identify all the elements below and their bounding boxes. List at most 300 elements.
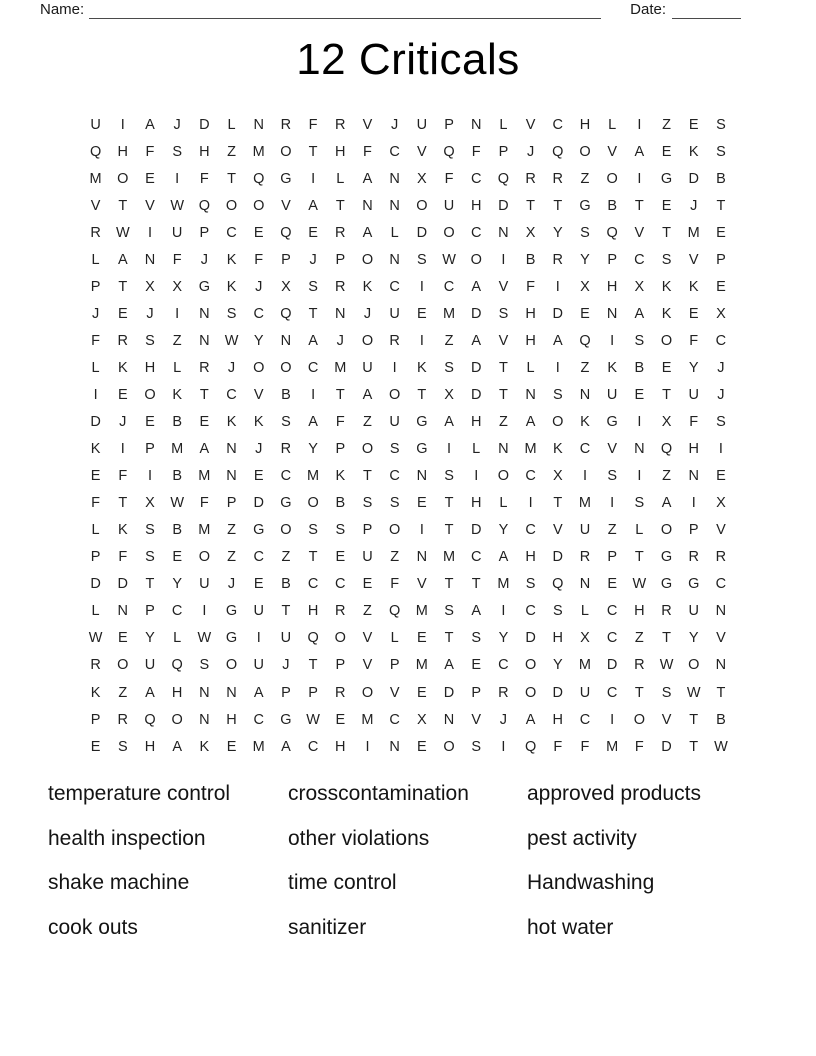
grid-letter: X [145, 495, 155, 512]
grid-letter: L [91, 251, 100, 268]
grid-letter: F [308, 116, 318, 133]
grid-letter: N [144, 251, 156, 268]
grid-letter: S [281, 414, 291, 431]
grid-letter: R [90, 657, 101, 674]
grid-letter: R [335, 278, 346, 295]
grid-letter: Y [253, 332, 264, 349]
grid-letter: F [363, 143, 372, 160]
grid-letter: D [253, 495, 264, 512]
grid-letter: M [89, 170, 102, 187]
grid-letter: I [311, 386, 316, 403]
grid-letter: M [415, 657, 428, 674]
grid-letter: I [501, 738, 506, 755]
grid-letter: S [308, 522, 318, 539]
grid-letter: O [524, 684, 537, 701]
grid-letter: Z [172, 332, 182, 349]
grid-letter: G [416, 441, 428, 458]
grid-letter: T [145, 576, 155, 593]
grid-letter: Q [280, 224, 292, 241]
grid-letter: E [417, 630, 427, 647]
word-list-item: Handwashing [527, 871, 655, 895]
grid-letter: T [308, 549, 318, 566]
grid-letter: F [145, 143, 155, 160]
grid-letter: O [443, 224, 455, 241]
grid-letter: K [417, 359, 427, 376]
grid-letter: T [498, 359, 508, 376]
grid-letter: V [145, 197, 155, 214]
grid-letter: K [661, 278, 672, 295]
grid-letter: T [417, 386, 427, 403]
grid-letter: N [199, 305, 210, 322]
grid-letter: K [90, 684, 101, 701]
grid-letter: S [552, 603, 563, 620]
grid-letter: B [607, 197, 617, 214]
grid-letter: A [281, 738, 291, 755]
grid-letter: O [361, 332, 374, 349]
word-list-item: crosscontamination [288, 782, 469, 806]
grid-letter: U [579, 684, 591, 701]
grid-letter: W [224, 332, 239, 349]
grid-letter: D [470, 359, 482, 376]
grid-letter: A [444, 414, 454, 431]
grid-letter: A [362, 170, 373, 187]
grid-letter: H [579, 116, 591, 133]
grid-letter: V [525, 116, 536, 133]
grid-letter: P [90, 278, 101, 295]
grid-letter: T [308, 305, 318, 322]
grid-letter: A [471, 603, 482, 620]
grid-letter: M [497, 576, 510, 593]
grid-letter: Z [390, 549, 400, 566]
grid-letter: U [362, 359, 373, 376]
grid-letter: V [253, 386, 264, 403]
grid-letter: F [172, 251, 182, 268]
grid-letter: B [172, 522, 182, 539]
grid-letter: F [634, 738, 644, 755]
grid-letter: U [443, 197, 455, 214]
grid-letter: H [552, 630, 564, 647]
grid-letter: P [335, 251, 346, 268]
grid-letter: T [199, 386, 209, 403]
name-label: Name: [40, 1, 85, 18]
grid-letter: P [362, 522, 373, 539]
grid-letter: R [335, 603, 346, 620]
grid-letter: O [253, 197, 265, 214]
grid-letter: O [280, 143, 292, 160]
grid-letter: N [253, 116, 264, 133]
grid-letter: F [526, 278, 536, 295]
grid-letter: C [470, 549, 482, 566]
grid-letter: U [389, 305, 400, 322]
grid-letter: P [308, 684, 318, 701]
word-list-item: other violations [288, 826, 430, 850]
grid-letter: O [361, 251, 374, 268]
grid-letter: E [688, 305, 699, 322]
grid-letter: D [416, 224, 428, 241]
grid-letter: Z [662, 468, 671, 485]
grid-letter: O [579, 143, 591, 160]
grid-letter: R [90, 224, 101, 241]
grid-letter: P [281, 251, 291, 268]
grid-letter: C [307, 359, 319, 376]
grid-letter: J [717, 359, 725, 376]
grid-letter: F [444, 170, 454, 187]
grid-letter: E [661, 197, 672, 214]
page-title: 12 Criticals [296, 35, 520, 84]
grid-letter: O [280, 359, 292, 376]
grid-letter: V [389, 684, 400, 701]
grid-letter: U [253, 603, 264, 620]
grid-letter: V [716, 630, 726, 647]
grid-letter: T [281, 603, 291, 620]
grid-letter: N [335, 305, 346, 322]
grid-letter: P [199, 224, 210, 241]
grid-letter: C [470, 170, 482, 187]
grid-letter: W [170, 495, 184, 512]
grid-letter: H [144, 738, 156, 755]
grid-letter: L [472, 441, 481, 458]
grid-letter: H [470, 414, 482, 431]
grid-letter: T [662, 224, 671, 241]
grid-letter: S [417, 251, 427, 268]
grid-letter: E [417, 495, 427, 512]
grid-letter: H [552, 711, 564, 728]
grid-letter: U [606, 386, 618, 403]
grid-letter: M [442, 549, 456, 566]
grid-letter: R [280, 441, 292, 458]
grid-letter: J [146, 305, 154, 322]
grid-letter: X [634, 278, 645, 295]
grid-letter: D [552, 684, 564, 701]
grid-letter: G [280, 170, 292, 187]
grid-letter: R [335, 224, 346, 241]
grid-letter: X [525, 224, 536, 241]
grid-letter: I [256, 630, 261, 647]
grid-letter: A [308, 332, 318, 349]
grid-letter: E [688, 116, 699, 133]
grid-letter: I [528, 495, 533, 512]
grid-letter: C [606, 603, 618, 620]
grid-letter: T [716, 684, 726, 701]
grid-letter: S [145, 549, 155, 566]
grid-letter: X [417, 170, 427, 187]
grid-letter: C [606, 630, 618, 647]
date-blank-line [672, 3, 741, 19]
grid-letter: D [90, 576, 101, 593]
grid-letter: O [688, 657, 700, 674]
grid-letter: O [307, 495, 319, 512]
grid-letter: N [470, 116, 482, 133]
grid-letter: D [199, 116, 210, 133]
header [40, 1, 741, 19]
grid-letter: G [225, 630, 238, 647]
grid-letter: S [471, 738, 482, 755]
grid-letter: K [199, 738, 210, 755]
grid-letter: K [607, 359, 617, 376]
grid-letter: U [253, 657, 264, 674]
grid-letter: I [392, 359, 397, 376]
grid-letter: E [417, 684, 427, 701]
grid-letter: R [552, 251, 564, 268]
grid-letter: N [226, 468, 237, 485]
grid-letter: V [498, 332, 509, 349]
grid-letter: D [90, 414, 101, 431]
grid-letter: E [145, 170, 155, 187]
grid-letter: E [580, 305, 590, 322]
grid-letter: K [117, 359, 128, 376]
grid-letter: F [254, 251, 264, 268]
grid-letter: Y [552, 657, 563, 674]
grid-letter: P [90, 549, 101, 566]
grid-letter: F [199, 495, 209, 512]
grid-letter: H [335, 143, 346, 160]
grid-letter: W [686, 684, 701, 701]
grid-letter: O [524, 657, 537, 674]
grid-letter: D [661, 738, 672, 755]
grid-letter: U [688, 386, 699, 403]
grid-letter: A [471, 332, 482, 349]
grid-letter: V [716, 522, 726, 539]
grid-letter: R [280, 116, 292, 133]
grid-letter: P [90, 711, 101, 728]
grid-letter: Z [118, 684, 128, 701]
grid-letter: Z [281, 549, 291, 566]
grid-letter: P [145, 603, 155, 620]
grid-letter: B [172, 414, 182, 431]
grid-letter: A [145, 684, 155, 701]
grid-letter: A [634, 305, 645, 322]
grid-letter: G [253, 522, 265, 539]
grid-letter: I [93, 386, 98, 403]
grid-letter: I [175, 170, 180, 187]
grid-letter: C [280, 468, 292, 485]
grid-letter: A [525, 414, 536, 431]
grid-letter: U [389, 414, 400, 431]
grid-letter: I [637, 468, 642, 485]
grid-letter: N [606, 305, 618, 322]
grid-letter: T [444, 630, 454, 647]
grid-letter: T [634, 549, 644, 566]
grid-letter: L [91, 522, 100, 539]
grid-letter: H [688, 441, 699, 458]
grid-letter: U [199, 576, 210, 593]
grid-letter: I [501, 603, 506, 620]
grid-letter: N [715, 603, 727, 620]
grid-letter: K [335, 468, 346, 485]
grid-letter: C [253, 711, 264, 728]
grid-letter: A [471, 278, 482, 295]
grid-letter: H [606, 278, 618, 295]
grid-letter: I [718, 441, 723, 458]
grid-letter: B [172, 468, 182, 485]
grid-letter: A [199, 441, 210, 458]
grid-letter: M [415, 603, 428, 620]
grid-letter: T [118, 197, 128, 214]
grid-letter: Z [580, 359, 590, 376]
date-label: Date: [630, 1, 666, 18]
grid-letter: L [390, 224, 399, 241]
grid-letter: T [689, 711, 699, 728]
grid-letter: E [253, 224, 264, 241]
grid-letter: M [171, 441, 184, 458]
word-list-item: pest activity [527, 826, 637, 850]
grid-letter: A [308, 197, 318, 214]
grid-letter: I [311, 170, 316, 187]
grid-letter: M [578, 495, 592, 512]
grid-letter: T [526, 197, 536, 214]
grid-letter: P [145, 441, 155, 458]
grid-letter: P [226, 495, 237, 512]
grid-letter: N [117, 603, 129, 620]
grid-letter: O [552, 414, 564, 431]
grid-letter: N [226, 684, 237, 701]
word-list-item: cook outs [48, 916, 138, 940]
grid-letter: K [226, 278, 237, 295]
grid-letter: J [91, 305, 100, 322]
grid-letter: E [362, 576, 373, 593]
grid-letter: V [362, 116, 373, 133]
grid-letter: G [606, 414, 618, 431]
grid-letter: H [307, 603, 319, 620]
grid-letter: G [416, 414, 428, 431]
grid-letter: I [637, 170, 642, 187]
grid-letter: I [147, 224, 152, 241]
grid-letter: M [198, 522, 211, 539]
grid-letter: S [145, 522, 155, 539]
grid-letter: E [117, 630, 128, 647]
grid-letter: G [225, 603, 238, 620]
grid-letter: J [227, 576, 236, 593]
grid-letter: T [118, 495, 128, 512]
grid-letter: K [90, 441, 101, 458]
grid-letter: C [525, 603, 536, 620]
grid-letter: T [634, 684, 644, 701]
grid-letter: M [606, 738, 619, 755]
grid-letter: O [361, 441, 374, 458]
word-list-item: shake machine [48, 871, 190, 895]
grid-letter: Z [363, 414, 372, 431]
grid-letter: I [120, 116, 125, 133]
grid-letter: H [525, 305, 536, 322]
grid-letter: M [578, 657, 592, 674]
grid-letter: I [582, 468, 587, 485]
grid-letter: O [225, 657, 238, 674]
grid-letter: O [660, 522, 673, 539]
grid-letter: C [226, 224, 237, 241]
grid-letter: V [281, 197, 291, 214]
grid-letter: L [336, 170, 345, 187]
grid-letter: T [716, 197, 726, 214]
grid-letter: F [91, 495, 101, 512]
grid-letter: N [199, 711, 210, 728]
grid-letter: Z [444, 332, 454, 349]
grid-letter: Z [580, 170, 590, 187]
grid-letter: I [610, 495, 615, 512]
grid-letter: H [226, 711, 237, 728]
grid-letter: K [688, 278, 699, 295]
grid-letter: R [335, 116, 346, 133]
grid-letter: C [171, 603, 183, 620]
grid-letter: Q [606, 224, 618, 241]
grid-letter: N [416, 468, 428, 485]
grid-letter: S [145, 332, 155, 349]
grid-letter: H [525, 549, 536, 566]
grid-letter: C [498, 657, 509, 674]
grid-letter: J [255, 441, 263, 458]
grid-letter: E [308, 224, 318, 241]
grid-letter: G [579, 197, 591, 214]
grid-letter: R [117, 711, 129, 728]
grid-letter: O [606, 170, 618, 187]
word-list [48, 772, 770, 950]
grid-letter: R [498, 684, 509, 701]
grid-letter: O [117, 170, 129, 187]
grid-letter: F [689, 332, 699, 349]
grid-letter: N [525, 386, 536, 403]
grid-letter: P [688, 522, 699, 539]
grid-letter: I [610, 711, 615, 728]
grid-letter: O [280, 522, 292, 539]
grid-letter: L [580, 603, 589, 620]
grid-letter: Y [688, 630, 699, 647]
grid-letter: C [389, 278, 400, 295]
grid-letter: M [198, 468, 211, 485]
grid-letter: Q [389, 603, 401, 620]
grid-letter: C [579, 441, 591, 458]
grid-letter: E [145, 414, 155, 431]
grid-letter: K [253, 414, 264, 431]
grid-letter: T [444, 576, 454, 593]
grid-letter: C [525, 522, 536, 539]
grid-letter: N [416, 549, 428, 566]
grid-letter: M [687, 224, 700, 241]
grid-letter: L [608, 116, 617, 133]
grid-letter: S [661, 684, 672, 701]
grid-letter: M [361, 711, 374, 728]
grid-letter: C [606, 684, 618, 701]
grid-letter: C [715, 332, 727, 349]
grid-letter: Z [363, 603, 372, 620]
grid-letter: X [417, 711, 427, 728]
grid-letter: N [715, 657, 727, 674]
grid-letter: X [716, 305, 726, 322]
grid-letter: K [172, 386, 182, 403]
grid-letter: S [471, 630, 482, 647]
grid-letter: Q [253, 170, 265, 187]
grid-letter: P [716, 251, 726, 268]
grid-letter: T [689, 738, 699, 755]
grid-letter: U [362, 549, 373, 566]
grid-letter: H [117, 143, 129, 160]
grid-letter: T [553, 197, 563, 214]
grid-letter: R [634, 657, 645, 674]
grid-letter: Q [307, 630, 319, 647]
grid-letter: C [335, 576, 346, 593]
grid-letter: J [690, 197, 698, 214]
grid-letter: S [308, 278, 318, 295]
grid-letter: R [552, 170, 564, 187]
grid-letter: J [499, 711, 508, 728]
grid-letter: J [309, 251, 317, 268]
grid-letter: V [607, 143, 617, 160]
grid-letter: N [389, 170, 400, 187]
grid-letter: E [335, 549, 346, 566]
grid-letter: O [470, 251, 482, 268]
grid-letter: I [147, 468, 152, 485]
grid-letter: E [471, 657, 482, 674]
grid-letter: O [253, 359, 265, 376]
grid-letter: C [552, 116, 564, 133]
